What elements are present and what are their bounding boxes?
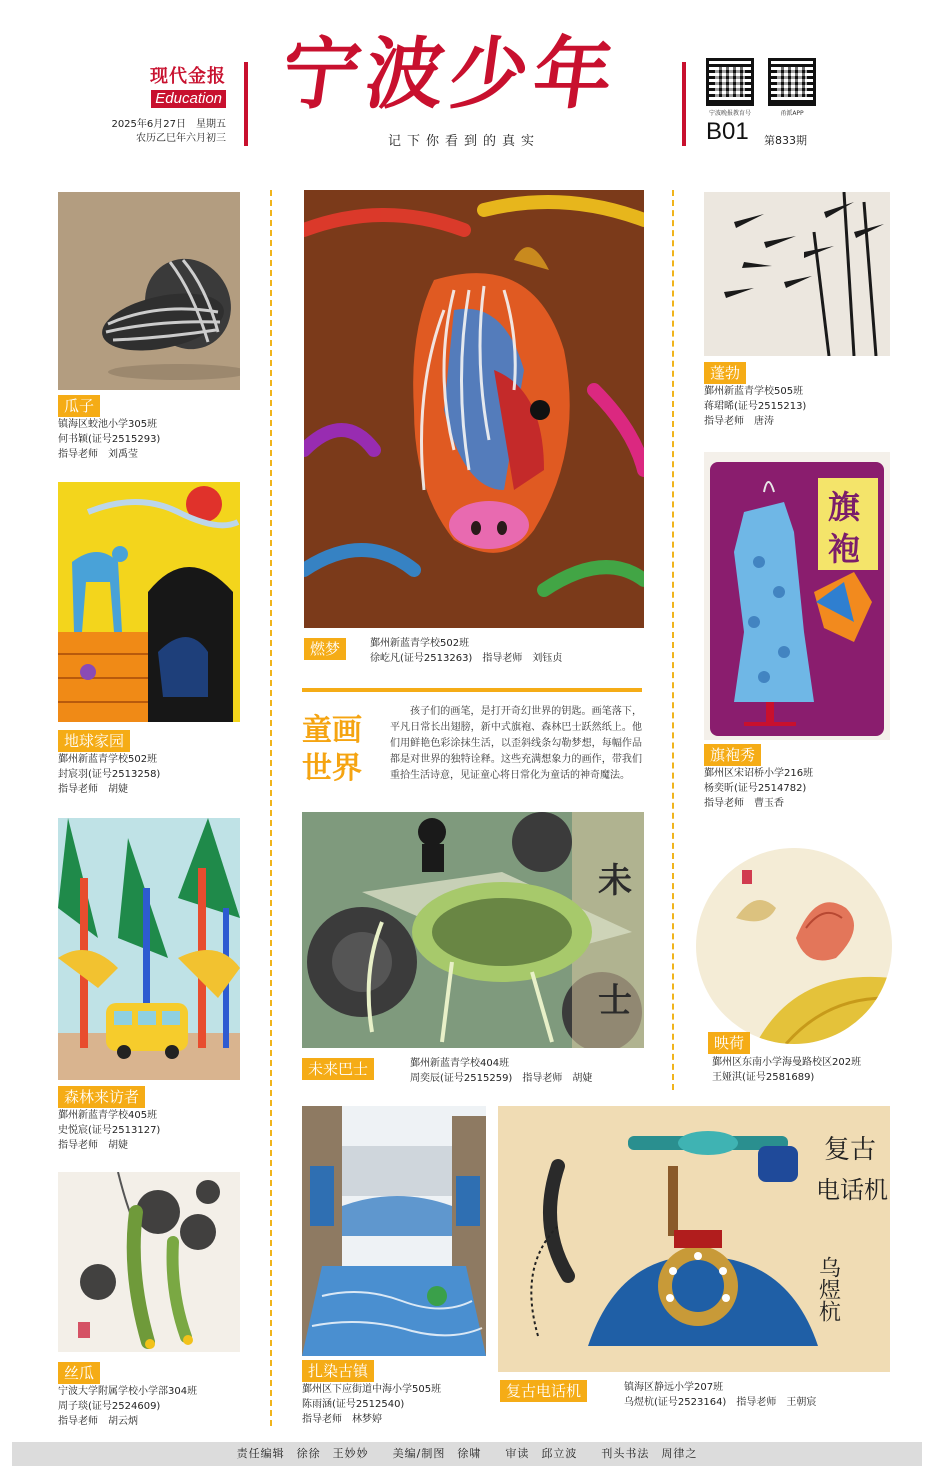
caption-teacher: 指导老师 胡云炳	[58, 1416, 138, 1427]
qipao-art-text-2: 袍	[828, 530, 861, 568]
brand-sub: Education	[151, 90, 226, 108]
artwork-bamboo[interactable]	[704, 192, 890, 356]
artwork-tie-dye-town[interactable]	[302, 1106, 486, 1356]
masthead-title	[275, 20, 662, 140]
qr-right-caption: 甬派APP	[780, 110, 804, 117]
caption-student-teacher: 徐屹凡(证号2513263) 指导老师 刘钰贞	[370, 653, 563, 664]
caption-student: 陈雨涵(证号2512540)	[302, 1399, 405, 1410]
caption-teacher: 指导老师 刘禹莹	[58, 449, 138, 460]
feature-rule	[302, 688, 642, 692]
artwork-caption	[704, 766, 813, 811]
feature-intro-text: 孩子们的画笔，是打开奇幻世界的钥匙。画笔落下，平凡日常长出翅膀，新中式旗袍、森林巴士跃然纸上。他们用鲜艳色彩涂抹生活，以歪斜线条勾勒梦想，每幅作品都是对世界的独特诠释。这些充满想象力的画作，带我们重拾生活诗意，见证童心将日常化为童话的神奇魔法。	[390, 706, 642, 781]
artwork-caption	[704, 384, 806, 429]
qipao-art-text-1: 旗	[828, 488, 861, 526]
artwork-title-tag: 蓬勃	[704, 362, 746, 384]
caption-student: 蒋珺晞(证号2515213)	[704, 401, 807, 412]
brand-block	[128, 66, 226, 108]
caption-student: 封宸羽(证号2513258)	[58, 769, 161, 780]
artwork-caption	[370, 636, 562, 666]
caption-school: 鄞州新蓝青学校505班	[704, 386, 804, 397]
phone-art-text-1: 复古	[824, 1135, 877, 1165]
artwork-burning-dream[interactable]	[304, 190, 644, 628]
artwork-title-tag: 旗袍秀	[704, 744, 761, 766]
masthead-rule-right	[682, 62, 686, 146]
caption-school: 鄞州区下应街道中海小学505班	[302, 1384, 442, 1395]
artwork-caption	[58, 752, 160, 797]
artwork-title-tag: 瓜子	[58, 395, 100, 417]
caption-school: 鄞州新蓝青学校405班	[58, 1110, 158, 1121]
caption-student: 王娅淇(证号2581689)	[712, 1072, 815, 1083]
column-divider-right	[672, 190, 674, 1090]
caption-school: 鄞州新蓝青学校502班	[58, 754, 158, 765]
artwork-forest-visitor[interactable]	[58, 818, 240, 1080]
artwork-caption	[58, 417, 160, 462]
artwork-sunflower-seeds[interactable]	[58, 192, 240, 390]
artwork-caption	[410, 1056, 592, 1086]
caption-student: 何书颖(证号2515293)	[58, 434, 161, 445]
qr-code-right[interactable]	[768, 58, 816, 106]
lunar-date: 农历乙巳年六月初三	[136, 133, 226, 144]
date-block	[84, 118, 226, 146]
artwork-earth-home[interactable]	[58, 482, 240, 722]
qr-code-left[interactable]	[706, 58, 754, 106]
caption-school: 宁波大学附属学校小学部304班	[58, 1386, 198, 1397]
phone-art-text-3: 乌煜杭	[815, 1256, 841, 1322]
caption-student-teacher: 乌煜杭(证号2523164) 指导老师 王朝宸	[624, 1397, 817, 1408]
artwork-caption	[302, 1382, 441, 1427]
artwork-title-tag: 复古电话机	[500, 1380, 587, 1402]
caption-teacher: 指导老师 唐涛	[704, 416, 774, 427]
caption-teacher: 指导老师 胡婕	[58, 784, 128, 795]
masthead-rule-left	[244, 62, 248, 146]
brand-name: 现代金报	[150, 66, 226, 87]
caption-school: 镇海区静远小学207班	[624, 1382, 724, 1393]
caption-student: 周子琰(证号2524609)	[58, 1401, 161, 1412]
caption-teacher: 指导老师 林梦婷	[302, 1414, 382, 1425]
artwork-title-tag: 映荷	[708, 1032, 750, 1054]
artwork-title-tag: 未来巴士	[302, 1058, 374, 1080]
caption-teacher: 指导老师 曹玉香	[704, 798, 784, 809]
artwork-luffa[interactable]	[58, 1172, 240, 1352]
artwork-title-tag: 燃梦	[304, 638, 346, 660]
bus-art-text-1: 未	[598, 861, 632, 901]
issue-number: 第833期	[764, 134, 807, 147]
artwork-future-bus[interactable]	[302, 812, 644, 1048]
caption-school: 鄞州新蓝青学校404班	[410, 1058, 510, 1069]
caption-school: 镇海区蛟池小学305班	[58, 419, 158, 430]
artwork-lotus-reflection[interactable]	[696, 848, 892, 1044]
masthead-title-text: 宁波少年	[275, 29, 625, 120]
artwork-caption	[58, 1384, 197, 1429]
artwork-caption	[58, 1108, 160, 1153]
artwork-title-tag: 地球家园	[58, 730, 130, 752]
caption-student: 杨奕昕(证号2514782)	[704, 783, 807, 794]
caption-teacher: 指导老师 胡婕	[58, 1140, 128, 1151]
phone-art-text-2: 电话机	[816, 1176, 888, 1204]
artwork-title-tag: 扎染古镇	[302, 1360, 374, 1382]
artwork-title-tag: 森林来访者	[58, 1086, 145, 1108]
artwork-caption	[624, 1380, 816, 1410]
artwork-qipao-show[interactable]	[704, 452, 890, 740]
column-divider-left	[270, 190, 272, 1426]
feature-title: 童画世界	[302, 713, 362, 786]
caption-student: 史悦宸(证号2513127)	[58, 1125, 161, 1136]
page-number: B01	[706, 118, 749, 145]
editor-credits: 责任编辑 徐徐 王妙妙 美编/制图 徐啸 审读 邱立波 刊头书法 周律之	[12, 1442, 922, 1466]
qr-left-caption: 宁波晚报教育号	[708, 110, 751, 117]
caption-student-teacher: 周奕辰(证号2515259) 指导老师 胡婕	[410, 1073, 593, 1084]
caption-school: 鄞州区东南小学海曼路校区202班	[712, 1057, 862, 1068]
artwork-caption	[712, 1055, 861, 1085]
masthead-slogan: 记下你看到的真实	[388, 134, 541, 149]
date-text: 2025年6月27日 星期五	[111, 119, 226, 130]
artwork-title-tag: 丝瓜	[58, 1362, 100, 1384]
caption-school: 鄞州新蓝青学校502班	[370, 638, 470, 649]
caption-school: 鄞州区宋诏桥小学216班	[704, 768, 814, 779]
artwork-retro-telephone[interactable]	[498, 1106, 890, 1372]
bus-art-text-2: 士	[598, 981, 632, 1021]
